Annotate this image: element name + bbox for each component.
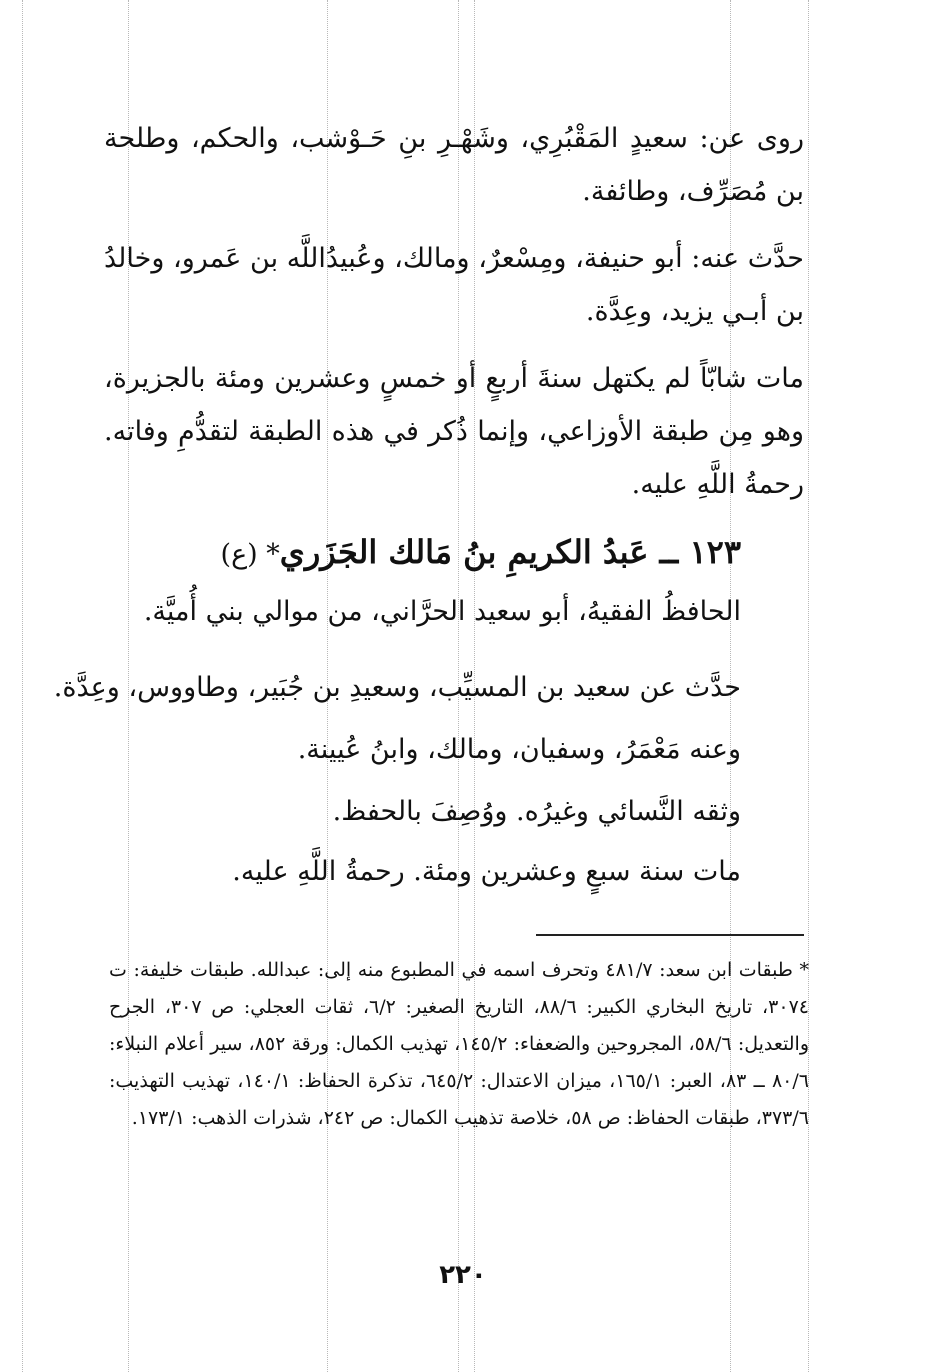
entry-line-narrators: وعنه مَعْمَرُ، وسفيان، ومالك، وابنُ عُيينة.: [297, 734, 741, 765]
paragraph-death: مات شابّاً لم يكتهل سنةَ أربعٍ أو خمسٍ وعشرين ومئة بالجزيرة، وهو مِن طبقة الأوزاعي، وإنما ذُكر في هذه الطبقة لتقدُّمِ وفاته. رحمةُ اللَّهِ عليه.: [104, 363, 804, 500]
entry-line-reliability: وثقه النَّسائي وغيرُه. ووُصِفَ بالحفظ.: [332, 796, 741, 827]
entry-line-description: الحافظُ الفقيهُ، أبو سعيد الحرَّاني، من موالي بني أُميَّة.: [143, 596, 741, 627]
entry-line-death: مات سنة سبعٍ وعشرين ومئة. رحمةُ اللَّهِ عليه.: [232, 856, 741, 887]
scan-guide-line: [808, 0, 809, 1372]
entry-marker: * (ع): [220, 539, 280, 570]
paragraph-narrated-from: روى عن: سعيدٍ المَقْبُرِي، وشَهْـرِ بنِ حَـوْشب، والحكم، وطلحة بن مُصَرِّف، وطائفة.: [104, 123, 804, 207]
entry-line-narrated-from: حدَّث عن سعيد بن المسيِّب، وسعيدِ بن جُبَير، وطاووس، وعِدَّة.: [53, 672, 741, 703]
page-number: ٢٢٠: [439, 1260, 487, 1290]
scan-guide-line: [22, 0, 23, 1372]
entry-heading: [181, 528, 741, 579]
entry-title: ١٢٣ ــ عَبدُ الكريمِ بنُ مَالك الجَزَري: [279, 533, 741, 571]
footnote-sources: * طبقات ابن سعد: ٤٨١/٧ وتحرف اسمه في المطبوع منه إلى: عبدالله. طبقات خليفة: ت ٣٠٧٤، تاريخ البخاري الكبير: ٨٨/٦، التاريخ الصغير: ٦/٢، ثقات العجلي: ص ٣٠٧، الجرح والتعديل: ٥٨/٦، المجروحين والضعفاء: ١٤٥/٢، تهذيب الكمال: ورقة ٨٥٢، سير أعلام النبلاء: ٨٠/٦ ــ ٨٣، العبر: ١٦٥/١، ميزان الاعتدال: ٦٤٥/٢، تذكرة الحفاظ: ١٤٠/١، تهذيب التهذيب: ٣٧٣/٦، طبقات الحفاظ: ص ٥٨، خلاصة تذهيب الكمال: ص ٢٤٢، شذرات الذهب: ١٧٣/١.: [109, 959, 810, 1129]
footnote-separator: [536, 934, 804, 936]
paragraph-narrators: حدَّث عنه: أبو حنيفة، ومِسْعرٌ، ومالك، وعُبيدُاللَّه بن عَمرو، وخالدُ بن أبـي يزيد، وعِدَّة.: [104, 243, 804, 327]
